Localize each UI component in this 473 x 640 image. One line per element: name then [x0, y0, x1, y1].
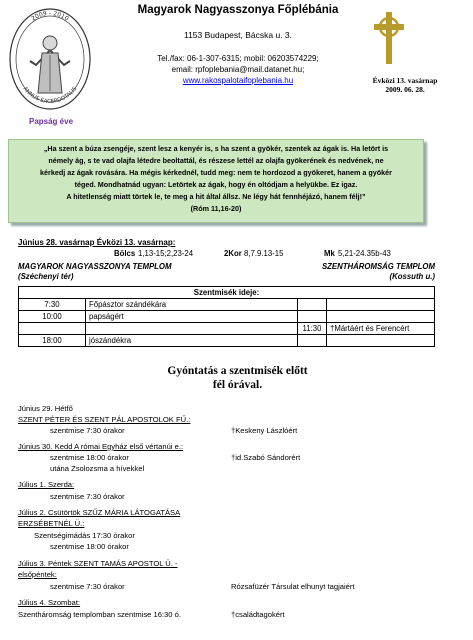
reading-2-book: 2Kor [224, 249, 242, 258]
day-heading: Július 1. Szerda: [18, 480, 75, 489]
table-header-row [19, 287, 435, 299]
cross-icon [370, 10, 408, 66]
liturgical-date [353, 76, 457, 94]
mass-time: szentmise 7:30 órakor [50, 426, 125, 435]
quote-line: kérkedj az ágak rovására. Ha mégis kérkednél, tudd meg: nem te hordozod a gyökeret, hanem a gyökér [40, 168, 392, 178]
quote-line: „Ha szent a búza zsengéje, szent lesz a kenyér is, s ha szent a gyökér, szentek az ágak is. Ha letört is [43, 144, 389, 153]
feast-name: SZENT PÉTER ÉS SZENT PÁL APOSTOLOK FŰ.: [18, 415, 191, 424]
day-heading: Július 2. Csütörtök SZŰZ MÁRIA LÁTOGATÁSA [18, 508, 181, 517]
mass-intention: jószándékra [86, 335, 298, 347]
mass-time: Szentháromság templomban szentmise 16:30 ó. [18, 610, 181, 619]
church-left [18, 262, 171, 282]
quote-line: téged. Mondhatnád ugyan: Letörtek az ágak, hogy én oltódjam a helyükbe. Ez igaz. [74, 180, 358, 190]
confession-heading [100, 364, 375, 392]
mass-time-2 [298, 299, 327, 311]
mass-intention: Rózsafüzér Társulat elhunyt tagjaiért [231, 582, 355, 591]
day-heading: Június 30. Kedd A római Egyház első vértanúi e.: [18, 442, 184, 451]
extra-note: utána Zsolozsma a hívekkel [50, 464, 145, 473]
mass-time [19, 323, 86, 335]
church-left-name: MAGYAROK NAGYASSZONYA TEMPLOM [18, 262, 172, 271]
table-row [19, 323, 435, 335]
confession-line-2: fél órával. [212, 379, 263, 391]
day-heading: Július 3. Péntek SZENT TAMÁS APOSTOL Ü. - [18, 559, 178, 568]
mass-time: szentmise 18:00 órakor [50, 453, 129, 462]
adoration-time: Szentségimádás 17:30 órakor [34, 531, 135, 540]
scripture-quote [8, 139, 424, 223]
mass-intention-2 [327, 311, 435, 323]
contact-block [120, 53, 356, 86]
reading-1-ref: 1,13-15;2,23-24 [138, 249, 194, 258]
parish-name: Magyarok Nagyasszonya Főplébánia [137, 4, 339, 16]
mass-time-2 [298, 311, 327, 323]
day-heading-cont: elsőpéntek: [18, 570, 57, 579]
reading-3-book: Mk [324, 249, 335, 258]
mass-intention-2 [327, 299, 435, 311]
mass-time: szentmise 7:30 órakor [50, 492, 125, 501]
mass-intention: †Keskeny Lászlóért [231, 426, 298, 435]
reading-2-ref: 8,7.9.13-15 [244, 249, 284, 258]
reading-3-ref: 5,21-24.35b-43 [338, 249, 391, 258]
phone-line: Tel./fax: 06-1-307-6315; mobil: 06203574229; [157, 54, 319, 63]
year-label: Papság éve [28, 117, 74, 126]
logo-years: 2009 - 2010 [30, 10, 70, 23]
mass-time-2: 11:30 [298, 323, 327, 335]
logo-text: ANNUS SACERDOTALIS [21, 86, 79, 106]
mass-intention: Főpásztor szándékára [86, 299, 298, 311]
email-line: email: rpfoplebania@mail.datanet.hu; [171, 65, 305, 74]
mass-time: szentmise 7:30 órakor [50, 582, 125, 591]
mass-time: 10:00 [19, 311, 86, 323]
table-row [19, 335, 435, 347]
church-left-sub: (Széchenyi tér) [18, 272, 74, 281]
mass-intention: papságért [86, 311, 298, 323]
parish-logo [6, 5, 94, 113]
church-right-sub: (Kossuth u.) [389, 272, 435, 281]
church-right-name: SZENTHÁROMSÁG TEMPLOM [321, 262, 435, 271]
mass-intention: †id.Szabó Sándorért [231, 453, 301, 462]
confession-line-1: Gyóntatás a szentmisék előtt [167, 365, 308, 377]
mass-intention: †családtagokért [231, 610, 285, 619]
table-header: Szentmisék ideje: [19, 287, 435, 299]
day-heading: Július 4. Szombat: [18, 598, 81, 607]
mass-time-2 [298, 335, 327, 347]
day-heading: Június 29. Hétfő [18, 404, 73, 413]
quote-line: A hitetlenség miatt törtek le, te meg a hit által állsz. Ne légy hát fennhéjázó, hanem félj!” [66, 192, 366, 202]
mass-intention [86, 323, 298, 335]
mass-time: 7:30 [19, 299, 86, 311]
website-link[interactable]: www.rakospalotaifoplebania.hu [182, 76, 294, 85]
mass-times-table [18, 286, 435, 347]
church-right [300, 262, 435, 282]
quote-line: némely ág, s te vad olajfa létedre beoltattál, és részese lettél az olajfa gyökerének és nedvének, ne [48, 156, 384, 166]
reading-1-book: Bölcs [114, 249, 136, 258]
sunday-heading: Június 28. vasárnap Évközi 13. vasárnap: [18, 238, 176, 247]
mass-time: 18:00 [19, 335, 86, 347]
sunday-label: Évközi 13. vasárnap [372, 76, 438, 85]
table-row [19, 299, 435, 311]
mass-time: szentmise 18:00 órakor [50, 542, 129, 551]
mass-intention-2 [327, 335, 435, 347]
mass-intention-2: †Mártáért és Ferencért [327, 323, 435, 335]
table-row [19, 311, 435, 323]
parish-address: 1153 Budapest, Bácska u. 3. [183, 30, 293, 40]
quote-reference: (Róm 11,16-20) [190, 204, 242, 214]
issue-date: 2009. 06. 28. [385, 85, 425, 94]
day-heading-cont: ERZSÉBETNÉL Ü.: [18, 519, 85, 528]
